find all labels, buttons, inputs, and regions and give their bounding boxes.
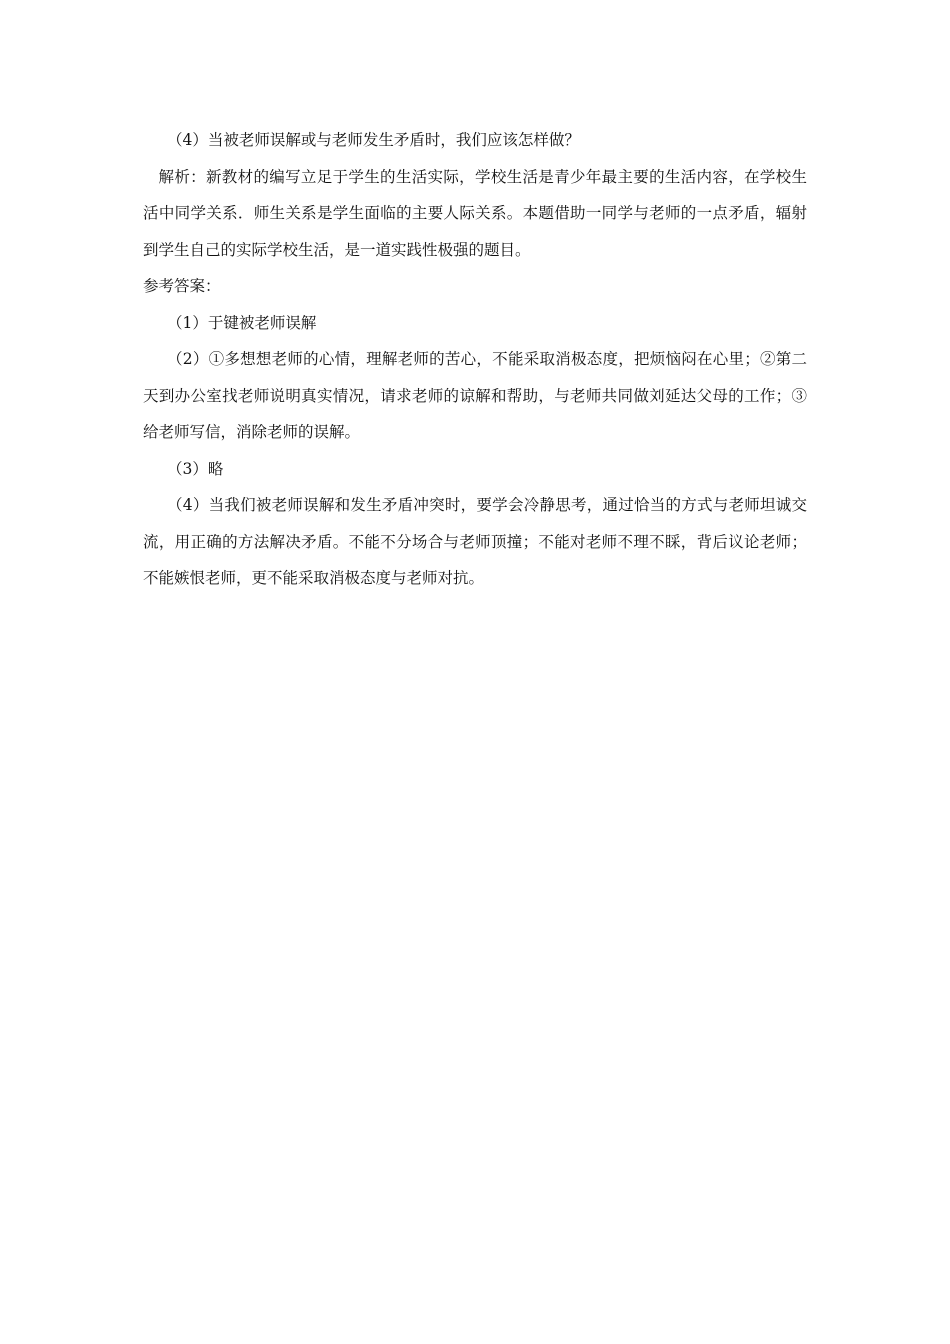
document-body [143,122,807,597]
answer-1: （1）于键被老师误解 [167,313,317,332]
answer-2: （2）①多想想老师的心情，理解老师的苦心，不能采取消极态度，把烦恼闷在心里；②第二天到办公室找老师说明真实情况，请求老师的谅解和帮助，与老师共同做刘延达父母的工作；③给老师写信，消除老师的误解。 [143,350,807,441]
answer-heading: 参考答案： [143,277,221,295]
answer-4: （4）当我们被老师误解和发生矛盾冲突时，要学会冷静思考，通过恰当的方式与老师坦诚交流，用正确的方法解决矛盾。不能不分场合与老师顶撞；不能对老师不理不睬，背后议论老师；不能嫉恨老师，更不能采取消极态度与老师对抗。 [143,496,807,587]
question-4-text: （4）当被老师误解或与老师发生矛盾时，我们应该怎样做？ [167,131,580,149]
analysis-paragraph: 解析：新教材的编写立足于学生的生活实际，学校生活是青少年最主要的生活内容，在学校生活中同学关系．师生关系是学生面临的主要人际关系。本题借助一同学与老师的一点矛盾，辐射到学生自己的实际学校生活，是一道实践性极强的题目。 [143,167,807,259]
answer-3: （3）略 [167,459,224,478]
